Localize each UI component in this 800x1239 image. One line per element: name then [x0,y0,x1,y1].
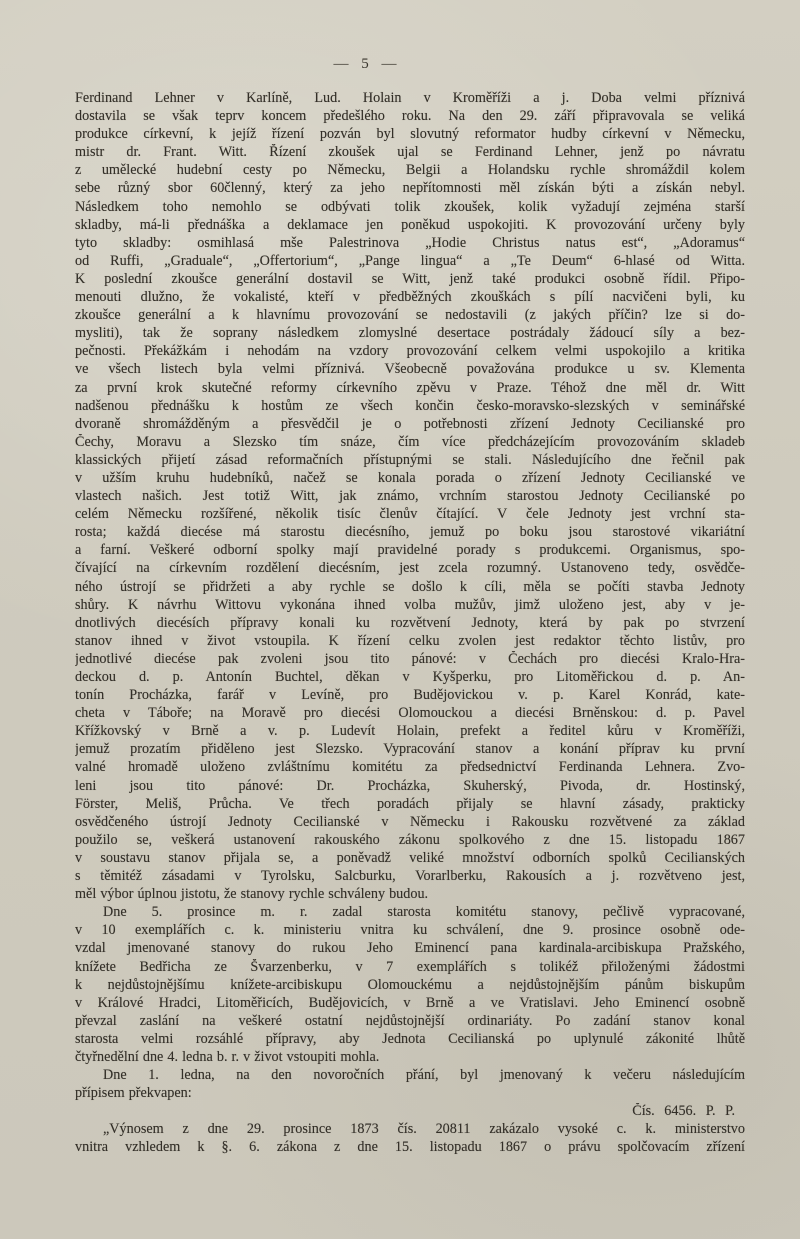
text-line: nadšenou přednášku k hostům ze všech končin česko-moravsko-slezských v seminářské [75,397,745,414]
text-line: mysliti), tak že soprany následkem zlomyslné desertace postrádaly žádoucí síly a bez- [75,325,745,342]
text-line: Následkem toho nemohlo se odbývati tolik zkoušek, kolik vyžadují zejména starší [75,198,745,215]
text-line: v 10 exemplářích c. k. ministeriu vnitra ku schválení, dne 9. prosince osobně ode- [75,922,745,939]
text-line: čtyřnedělní dne 4. ledna b. r. v život vstoupiti mohla. [75,1048,380,1065]
text-line: menouti dlužno, že vokalisté, kteří v předběžných zkouškách s pílí nacvičeni byli, ku [75,289,745,306]
text-line: s těmitéž zásadami v Tyrolsku, Salcburku, Vorarlberku, Rakousích a j. rozvětveno jest, [75,868,745,885]
text-line: Dne 1. ledna, na den novoročních přání, byl jmenovaný k večeru následujícím [103,1067,745,1084]
text-line: v Králové Hradci, Litoměřicích, Budějovicích, v Brně a ve Vratislavi. Jeho Eminencí osobně [75,994,745,1011]
text-line: zkoušce generální a k hlavnímu provozování se nedostavili (z jakých příčin? lze si do- [75,307,745,324]
text-line: ného ústrojí se přidržeti a aby rychle se došlo k cíli, měla se počíti stavba Jednoty [75,578,745,595]
text-line: pečnosti. Překážkám i nehodám na vzdory provozování celkem velmi uspokojilo a kritika [75,343,745,360]
text-line: vlastech našich. Jest totiž Witt, jak známo, vrchním starostou Jednoty Cecilianské po [75,488,745,505]
text-line: měl výbor úplnou jistotu, že stanovy rychle schváleny budou. [75,886,429,903]
text-line: Dne 5. prosince m. r. zadal starosta komitétu stanovy, pečlivě vypracované, [103,904,745,921]
text-line: klassických přijetí zásad reformačních přístupnými se stali. Následujícího dne řečnil pak [75,451,745,468]
text-line: rosta; každá diecése má starostu diecésního, jemuž po boku jsou starostové vikariátní [75,524,745,541]
text-line: a farní. Veškeré odborní spolky mají pravidelné porady s produkcemi. Organismus, spo- [75,542,745,559]
text-line: od Ruffi, „Graduale“, „Offertorium“, „Pange lingua“ a „Te Deum“ 6-hlasé od Witta. [75,252,745,269]
text-line: dvoraně shromážděným a přesvědčil je o potřebnosti zřízení Jednoty Cecilianské pro [75,415,745,432]
text-line: vnitra vzhledem k §. 6. zákona z dne 15. listopadu 1867 o právu spolčovacím zřízení [75,1139,745,1156]
text-line: tonín Procházka, farář v Levíně, pro Budějovickou v. p. Karel Konrád, kate- [75,687,745,704]
text-block [75,90,745,1158]
text-line: použilo se, veškerá ustanovení rakouského zákonu spolkového z dne 15. listopadu 1867 [75,831,745,848]
text-line: přípisem překvapen: [75,1085,192,1102]
text-line: za první krok skutečné reformy církevního zpěvu v Praze. Téhož dne měl dr. Witt [75,379,745,396]
text-line: dostavila se však teprv koncem předešlého roku. Na den 29. září připravovala se veliká [75,108,745,125]
text-line: mistr dr. Frant. Witt. Řízení zkoušek ujal se Ferdinand Lehner, jenž po návratu [75,144,745,161]
text-line: produkce církevní, k jejíž řízení pozván byl slovutný reformator hudby církevní v Německu, [75,126,745,143]
text-line: Čís. 6456. P. P. [632,1103,735,1120]
text-line: „Výnosem z dne 29. prosince 1873 čís. 20811 zakázalo vysoké c. k. ministerstvo [103,1121,745,1138]
text-line: K poslední zkoušce generální dostavil se Witt, jenž také produkci osobně řídil. Připo- [75,270,745,287]
text-line: z umělecké hudební cesty po Německu, Belgii a Holandsku rychle shromáždil kolem [75,162,745,179]
text-line: celém Německu rozšířené, několik tisíc členův čítající. V čele Jednoty jest vrchní sta- [75,506,745,523]
text-line: Förster, Meliš, Průcha. Ve třech poradách přijaly se hlavní zásady, prakticky [75,795,745,812]
text-line: v užším kruhu hudebníků, načež se konala porada o zřízení Jednoty Cecilianské ve [75,469,745,486]
text-line: jednotlivé diecése pak zvoleni jsou tito pánové: v Čechách pro diecési Kralo-Hra- [75,650,745,667]
text-line: valné hromadě uloženo zvláštnímu komitétu za předsednictví Ferdinanda Lehnera. Zvo- [75,759,745,776]
text-line: osvědčeného ústrojí Jednoty Cecilianské v Německu i Rakousku rozvětvené za základ [75,813,745,830]
text-line: knížete Bedřicha ze Švarzenberku, v 7 exemplářích s tolikéž přiloženými žádostmi [75,958,745,975]
text-line: sebe různý sbor 60členný, který za jeho nepřítomnosti měl získán býti a získán nebyl. [75,180,745,197]
text-line: starosta velmi rozsáhlé přípravy, aby Jednota Cecilianská po uplynulé zákonité lhůtě [75,1030,745,1047]
text-line: čívající na církevním rozdělení diecésním, jest zcela rozumný. Ustanoveno tedy, osvědče- [75,560,745,577]
text-line: dnotlivých diecésích přípravy konali ku rozvětvení Jednoty, která by pak po stvrzení [75,614,745,631]
text-line: tyto skladby: osmihlasá mše Palestrinova „Hodie Christus natus est“, „Adoramus“ [75,234,745,251]
text-line: Čechy, Moravu a Slezsko tím snáze, čím více předcházejícím provozováním skladeb [75,433,745,450]
text-line: vzdal jmenované stanovy do rukou Jeho Eminencí pana kardinala-arcibiskupa Pražského, [75,940,745,957]
text-line: k nejdůstojnějšímu knížete-arcibiskupu Olomouckému a nejdůstojnějším pánům biskupům [75,976,745,993]
text-line: Ferdinand Lehner v Karlíně, Lud. Holain v Kroměříži a j. Doba velmi příznivá [75,90,745,106]
text-line: deckou d. p. Antonín Buchtel, děkan v Kyšperku, pro Litoměřickou d. p. An- [75,669,745,685]
text-line: ve všech listech byla velmi příznivá. Všeobecně považována produkce u sv. Klementa [75,361,745,378]
text-line: cheta v Táboře; na Moravě pro diecési Olomouckou a diecési Brněnskou: d. p. Pavel [75,705,745,722]
text-line: jemuž prozatím přiděleno jest Slezsko. Vypracování stanov a konání příprav ku první [75,741,745,758]
text-line: stanov ihned v život vstoupila. K řízení celku zvolen jest redaktor těchto listův, pro [75,632,745,649]
text-line: Křížkovský v Brně a v. p. Ludevít Holain, prefekt a ředitel kůru v Kroměříži, [75,723,745,740]
text-line: skladby, má-li přednáška a deklamace jen poněkud uspokojiti. K provozování určeny byly [75,216,745,233]
text-line: leni jsou tito pánové: Dr. Procházka, Skuherský, Pivoda, dr. Hostinský, [75,777,745,794]
text-line: převzal zaslání na veškeré ostatní nejdůstojnější ordinariáty. Po zadání stanov konal [75,1012,745,1029]
text-line: v soustavu stanov přijala se, a poněvadž veliké množství odborních spolků Cecilianských [75,849,745,866]
page-number: — 5 — [333,56,397,72]
text-line: shůry. K návrhu Wittovu vykonána ihned volba mužův, jimž uloženo jest, aby v je- [75,596,745,613]
